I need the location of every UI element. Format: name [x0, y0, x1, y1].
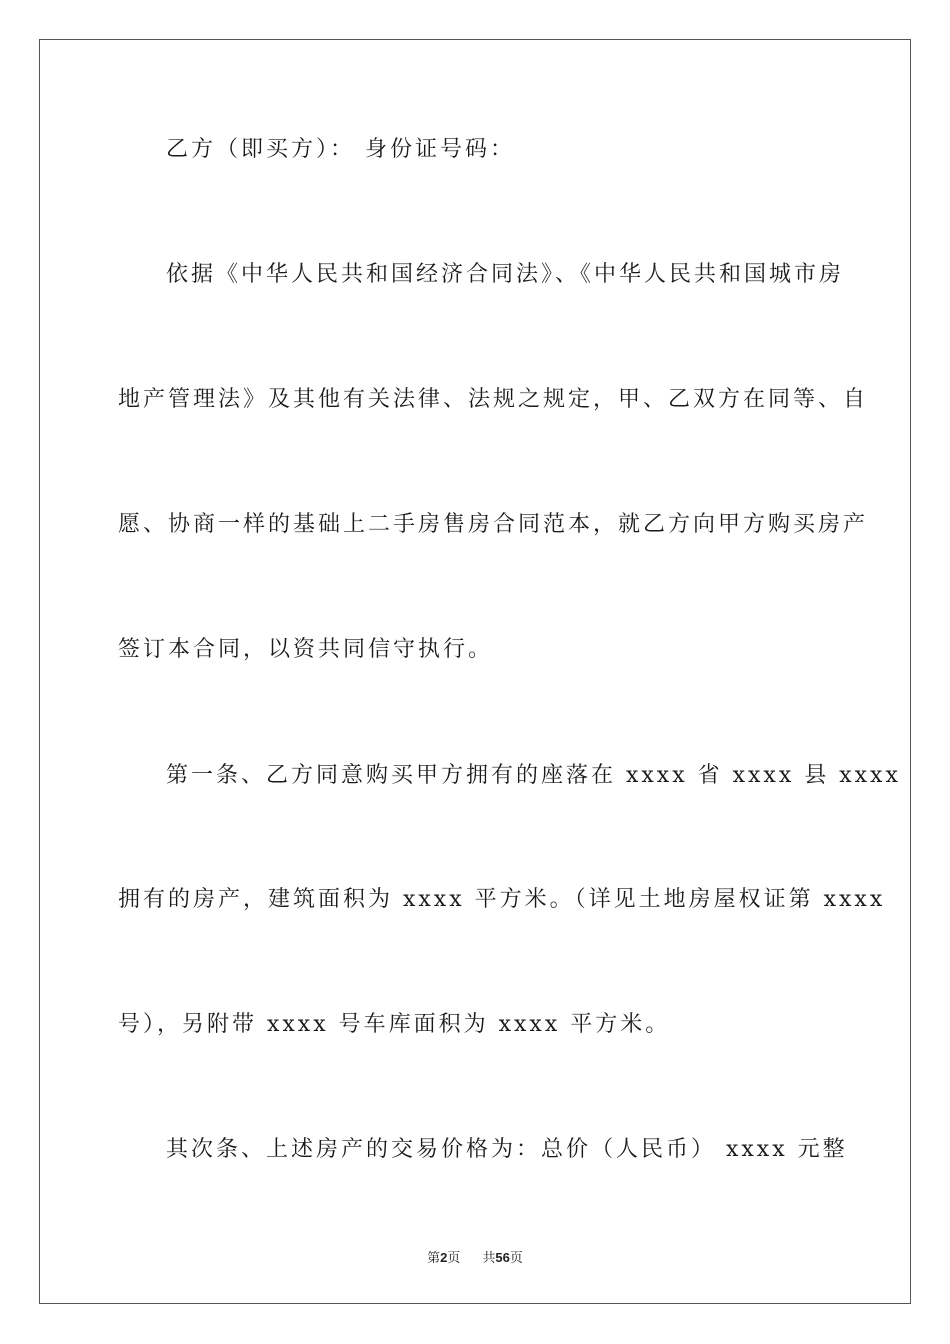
- page-suffix: 页: [447, 1251, 461, 1266]
- paragraph-line: 地产管理法》及其他有关法律、法规之规定，甲、乙双方在同等、自: [118, 387, 869, 412]
- page-footer: [0, 1250, 950, 1267]
- paragraph-line: 依据《中华人民共和国经济合同法》、《中华人民共和国城市房: [166, 262, 845, 287]
- paragraph-line: 签订本合同，以资共同信守执行。: [118, 637, 494, 662]
- total-pages: 56: [495, 1250, 510, 1265]
- total-prefix: 共: [482, 1251, 496, 1266]
- total-suffix: 页: [509, 1251, 523, 1266]
- page-border: [39, 39, 911, 1304]
- page-number: 2: [440, 1250, 448, 1265]
- article-line: 拥有的房产，建筑面积为 xxxx 平方米。（详见土地房屋权证第 xxxx: [118, 887, 886, 912]
- article-line: 号），另附带 xxxx 号车库面积为 xxxx 平方米。: [118, 1012, 671, 1037]
- article-line: 第一条、乙方同意购买甲方拥有的座落在 xxxx 省 xxxx 县 xxxx: [166, 763, 901, 788]
- paragraph-line: 愿、协商一样的基础上二手房售房合同范本，就乙方向甲方购买房产: [118, 512, 869, 537]
- buyer-line: 乙方（即买方）： 身份证号码：: [166, 137, 515, 162]
- article-line: 其次条、上述房产的交易价格为：总价（人民币） xxxx 元整: [166, 1137, 848, 1162]
- page-prefix: 第: [427, 1251, 441, 1266]
